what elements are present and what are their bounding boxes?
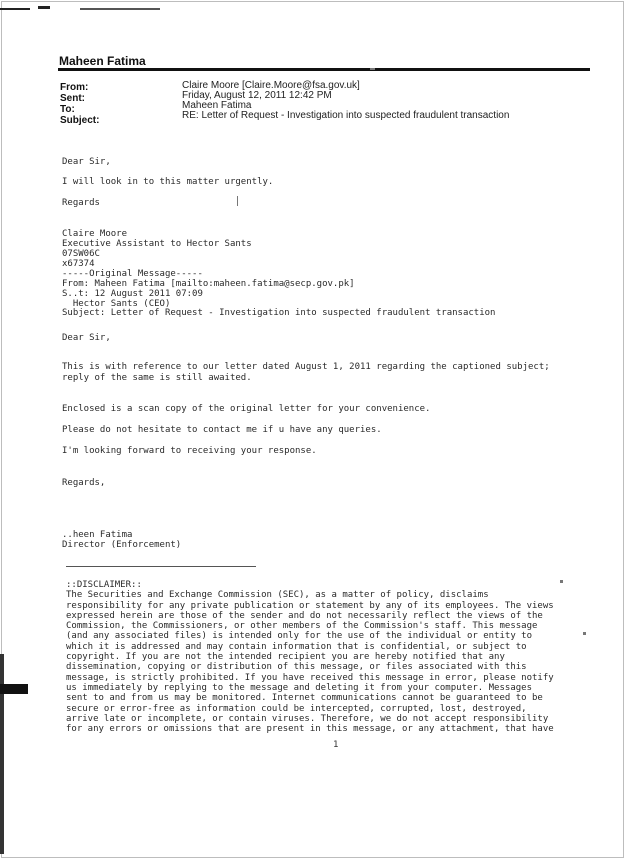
original-from: From: Maheen Fatima [mailto:maheen.fatima@secp.gov.pk] [62,279,355,289]
disclaimer-line: secure or error-free as information could be intercepted, corrupted, lost, destroyed, [66,703,527,714]
disclaimer-line: copyright. If you are not the intended recipient you are hereby notified that any [66,652,505,663]
signature-office: 07SW06C [62,249,100,259]
signature-ext: x67374 [62,259,95,269]
subject-label: Subject: [60,115,100,126]
header-rule [58,68,590,71]
disclaimer-line: arrive late or incomplete, or contain viruses. Therefore, we do not accept responsibility [66,713,549,724]
to-value: Maheen Fatima [182,100,252,111]
disclaimer-line: dissemination, copying or distribution of this message, or files associated with this [66,662,527,673]
disclaimer-line: sent to and from us may be monitored. Internet communications cannot be guaranteed to be [66,693,543,704]
scan-speck [560,580,563,583]
body-line: I will look in to this matter urgently. [62,177,274,187]
to-label: To: [60,104,75,115]
original-to: Hector Sants (CEO) [62,299,171,309]
greeting: Dear Sir, [62,157,111,167]
scan-mark-top-mid [80,8,160,10]
sent-label: Sent: [60,93,85,104]
original-paragraph-line: This is with reference to our letter dated August 1, 2011 regarding the captioned subject; [62,362,550,372]
sender-name: Maheen Fatima [59,54,146,68]
scan-mark-left-block [0,684,28,694]
disclaimer-block [66,580,606,734]
from-value: Claire Moore [Claire.Moore@fsa.gov.uk] [182,80,360,91]
disclaimer-line: us immediately by replying to the message and deleting it from your computer. Messages [66,682,532,693]
sent-value: Friday, August 12, 2011 12:42 PM [182,90,332,101]
disclaimer-line: The Securities and Exchange Commission (SEC), as a matter of policy, disclaims [66,590,489,601]
signature-title: Executive Assistant to Hector Sants [62,239,252,249]
original-message-divider: -----Original Message----- [62,269,203,279]
original-sent: S..t: 12 August 2011 07:09 [62,289,203,299]
original-paragraph-line: Enclosed is a scan copy of the original letter for your convenience. [62,404,431,414]
scan-speck [237,196,238,206]
disclaimer-line: Commission, the Commissioners, or other members of the Commission's staff. This message [66,621,538,632]
disclaimer-line: expressed herein are those of the sender and do not necessarily reflect the views of the [66,610,543,621]
disclaimer-title: ::DISCLAIMER:: [66,580,142,590]
original-subject: Subject: Letter of Request - Investigation into suspected fraudulent transaction [62,308,496,318]
original-paragraph-line: Please do not hesitate to contact me if u have any queries. [62,425,382,435]
subject-value: RE: Letter of Request - Investigation into suspected fraudulent transaction [182,110,510,121]
scan-speck [583,632,586,635]
disclaimer-line: which it is addressed and may contain information that is confidential, or subject to [66,641,527,652]
original-signature-title: Director (Enforcement) [62,540,182,550]
scan-mark-top [38,6,50,9]
original-greeting: Dear Sir, [62,333,111,343]
disclaimer-line: for any errors or omissions that are present in this message, or any attachment, that have [66,724,554,735]
regards: Regards [62,198,100,208]
disclaimer-line: responsibility for any private publication or statement by any of its employees. The views [66,600,554,611]
disclaimer-line: (and any associated files) is intended only for the use of the individual or entity to [66,631,532,642]
disclaimer-line: message, is strictly prohibited. If you have received this message in error, please notify [66,672,554,683]
page-number: 1 [333,740,339,750]
original-regards: Regards, [62,478,106,488]
original-paragraph-line: reply of the same is still awaited. [62,373,252,383]
scan-mark-top-left [0,8,30,10]
from-label: From: [60,82,89,93]
original-signature-name: ..heen Fatima [62,530,133,540]
signature-separator [66,566,256,567]
original-paragraph-line: I'm looking forward to receiving your response. [62,446,317,456]
signature-name: Claire Moore [62,229,128,239]
scan-speck [370,68,375,70]
